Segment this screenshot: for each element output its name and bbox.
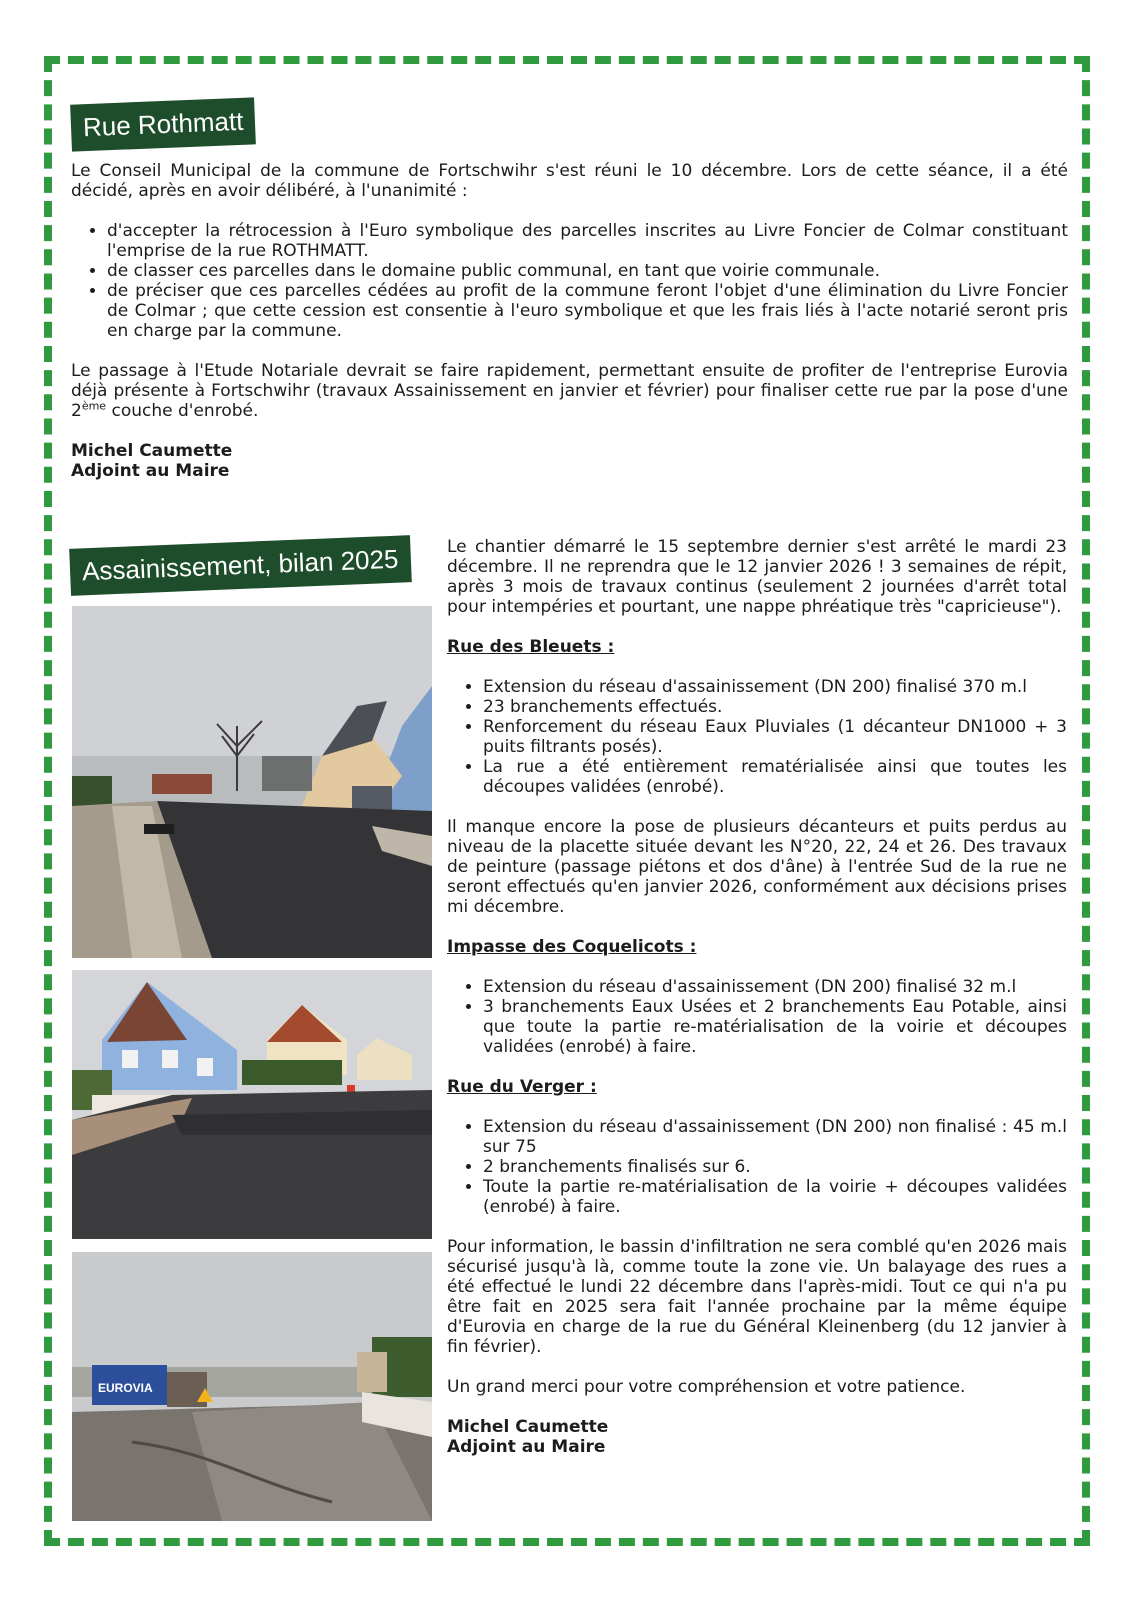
section-title-rothmatt: Rue Rothmatt — [70, 97, 256, 151]
list-item: • Extension du réseau d'assainissement (DN 200) finalisé 370 m.l — [483, 677, 1067, 697]
heading-impasse-des-coquelicots: Impasse des Coquelicots : — [447, 937, 697, 957]
bleuets-note: Il manque encore la pose de plusieurs décanteurs et puits perdus au niveau de la placette située devant les N°20, 22, 24 et 26. Des travaux de peinture (passage piétons et dos d'âne) à l'entrée Sud de la rue ne seront effectués qu'en janvier 2026, conformément aux décisions prises mi décembre. — [447, 817, 1067, 917]
coquelicots-list — [447, 977, 1067, 1057]
list-item: • Extension du réseau d'assainissement (DN 200) non finalisé : 45 m.l sur 75 — [483, 1117, 1067, 1157]
assainissement-signature-name: Michel Caumette — [447, 1417, 609, 1437]
list-item: • Renforcement du réseau Eaux Pluviales (1 décanteur DN1000 + 3 puits filtrants posés). — [483, 717, 1067, 757]
photo-zone-chantier-eurovia — [72, 1252, 432, 1521]
photo-rue-des-bleuets — [72, 606, 432, 958]
assainissement-thanks: Un grand merci pour votre compréhension et votre patience. — [447, 1377, 966, 1397]
assainissement-info: Pour information, le bassin d'infiltration ne sera comblé qu'en 2026 mais sécurisé jusqu'à là, comme toute la zone vie. Un balayage des rues a été effectué le lundi 22 décembre dans l'après-midi. Tout ce qui n'a pu être fait en 2025 sera fait l'année prochaine par la même équipe d'Eurovia en charge de la rue du Général Kleinenberg (du 12 janvier à fin février). — [447, 1237, 1067, 1357]
rothmatt-body — [71, 161, 1068, 481]
rothmatt-passage: Le passage à l'Etude Notariale devrait se faire rapidement, permettant ensuite de profiter de l'entreprise Eurovia déjà présente à Fortschwihr (travaux Assainissement en janvier et février) pour finaliser cette rue par la pose d'une 2ème couche d'enrobé. — [71, 361, 1068, 421]
list-item: • Extension du réseau d'assainissement (DN 200) finalisé 32 m.l — [483, 977, 1067, 997]
list-item: • 2 branchements finalisés sur 6. — [483, 1157, 1067, 1177]
heading-rue-du-verger: Rue du Verger : — [447, 1077, 597, 1097]
eurovia-sign-text: EUROVIA — [98, 1381, 153, 1395]
assainissement-signature-role: Adjoint au Maire — [447, 1437, 606, 1457]
assainissement-intro: Le chantier démarré le 15 septembre dernier s'est arrêté le mardi 23 décembre. Il ne reprendra que le 12 janvier 2026 ! 3 semaines de répit, après 3 mois de travaux continus (seulement 2 journées d'arrêt total pour intempéries et pourtant, une nappe phréatique très "capricieuse"). — [447, 537, 1067, 617]
rothmatt-signature-name: Michel Caumette — [71, 441, 233, 461]
assainissement-body — [447, 537, 1067, 1457]
bleuets-list — [447, 677, 1067, 797]
rothmatt-list — [71, 221, 1068, 341]
list-item: • d'accepter la rétrocession à l'Euro symbolique des parcelles inscrites au Livre Foncier de Colmar constituant l'emprise de la rue ROTHMATT. — [107, 221, 1068, 261]
list-item: • 3 branchements Eaux Usées et 2 branchements Eau Potable, ainsi que toute la partie re-matérialisation de la voirie et découpes validées (enrobé) à faire. — [483, 997, 1067, 1057]
heading-rue-des-bleuets: Rue des Bleuets : — [447, 637, 615, 657]
verger-list — [447, 1117, 1067, 1217]
list-item: • 23 branchements effectués. — [483, 697, 1067, 717]
list-item: • Toute la partie re-matérialisation de la voirie + découpes validées (enrobé) à faire. — [483, 1177, 1067, 1217]
list-item: • de préciser que ces parcelles cédées au profit de la commune feront l'objet d'une élimination du Livre Foncier de Colmar ; que cette cession est consentie à l'euro symbolique et que les frais liés à l'acte notarié seront pris en charge par la commune. — [107, 281, 1068, 341]
rothmatt-signature-role: Adjoint au Maire — [71, 461, 230, 481]
rothmatt-intro: Le Conseil Municipal de la commune de Fortschwihr s'est réuni le 10 décembre. Lors de cette séance, il a été décidé, après en avoir délibéré, à l'unanimité : — [71, 161, 1068, 201]
list-item: • La rue a été entièrement rematérialisée ainsi que toutes les découpes validées (enrobé). — [483, 757, 1067, 797]
section-title-assainissement: Assainissement, bilan 2025 — [69, 535, 411, 596]
photo-impasse-des-coquelicots — [72, 970, 432, 1239]
list-item: • de classer ces parcelles dans le domaine public communal, en tant que voirie communale. — [107, 261, 1068, 281]
